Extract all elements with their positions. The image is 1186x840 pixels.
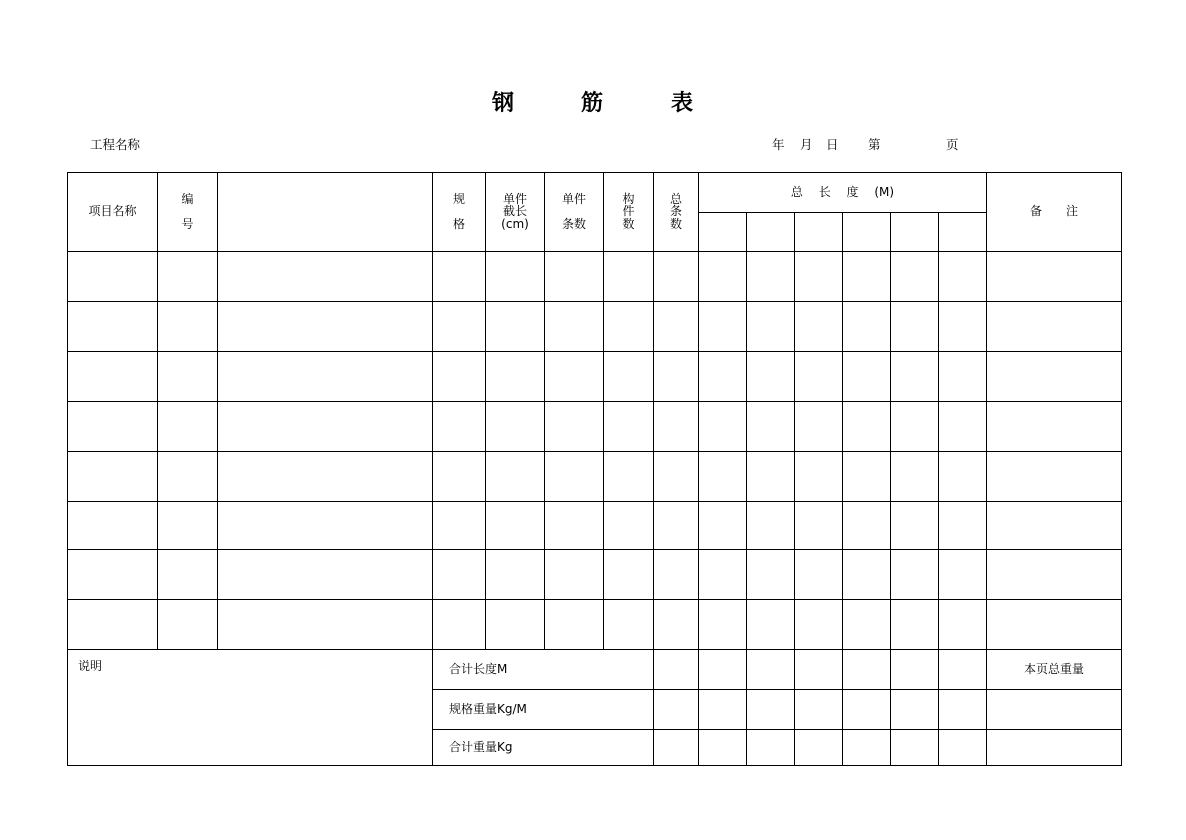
table-row [68,352,1122,402]
year-label: 年 [772,137,785,152]
table-cell[interactable] [158,252,218,302]
table-cell[interactable] [987,600,1122,650]
table-cell[interactable] [747,252,795,302]
length-subcell [795,213,843,252]
page-prefix-label: 第 [868,137,881,152]
table-cell[interactable] [545,252,604,302]
length-subcell [747,213,795,252]
table-cell[interactable] [795,502,843,550]
table-cell[interactable] [218,452,433,502]
table-cell[interactable] [433,252,486,302]
table-cell[interactable] [158,302,218,352]
footer-cell [747,650,795,690]
footer-cell [843,730,891,766]
footer-cell [891,690,939,730]
table-cell[interactable] [604,452,654,502]
table-cell[interactable] [699,452,747,502]
footer-cell [795,730,843,766]
table-cell[interactable] [699,550,747,600]
header-row [68,173,1122,213]
table-cell[interactable] [433,600,486,650]
table-cell[interactable] [654,452,699,502]
table-cell[interactable] [891,252,939,302]
header-total-count: 总 条 数 [654,173,699,252]
sum-length-label: 合计长度M [433,650,654,690]
title-char-3: 表 [671,91,694,116]
table-cell[interactable] [891,550,939,600]
table-cell[interactable] [987,550,1122,600]
table-cell[interactable] [158,452,218,502]
footer-cell [939,730,987,766]
table-cell[interactable] [843,550,891,600]
table-cell[interactable] [433,550,486,600]
table-cell[interactable] [218,402,433,452]
footer-cell [891,650,939,690]
table-cell[interactable] [843,600,891,650]
footer-cell [939,650,987,690]
table-cell[interactable] [545,550,604,600]
table-cell[interactable] [68,402,158,452]
table-row [68,550,1122,600]
table-row [68,600,1122,650]
table-cell[interactable] [604,550,654,600]
table-cell[interactable] [939,252,987,302]
table-cell[interactable] [545,600,604,650]
title-char-2: 筋 [581,91,604,116]
table-cell[interactable] [486,452,545,502]
header-unit-cut-length: 单件 截长 (cm) [486,173,545,252]
table-cell[interactable] [795,252,843,302]
table-cell[interactable] [654,502,699,550]
table-cell[interactable] [939,302,987,352]
table-cell[interactable] [218,502,433,550]
table-cell[interactable] [891,452,939,502]
table-cell[interactable] [747,302,795,352]
header-unit-count: 单件 条数 [545,173,604,252]
table-cell[interactable] [891,302,939,352]
table-cell[interactable] [699,502,747,550]
table-cell[interactable] [486,402,545,452]
table-cell[interactable] [654,302,699,352]
header-member-count: 构 件 数 [604,173,654,252]
table-cell[interactable] [604,252,654,302]
table-cell[interactable] [795,452,843,502]
table-cell[interactable] [486,252,545,302]
table-cell[interactable] [699,302,747,352]
table-cell[interactable] [545,502,604,550]
table-cell[interactable] [218,302,433,352]
table-cell[interactable] [939,600,987,650]
page-suffix-label: 页 [946,137,959,152]
footer-cell [843,650,891,690]
footer-cell [891,730,939,766]
table-cell[interactable] [891,502,939,550]
table-cell[interactable] [843,252,891,302]
table-row [68,402,1122,452]
table-cell[interactable] [486,600,545,650]
table-cell[interactable] [654,352,699,402]
header-blank [218,173,433,252]
footer-cell [654,730,699,766]
data-rows [68,252,1122,650]
page-total-weight-label: 本页总重量 [987,650,1122,690]
header-total-length: 总 长 度 (M) [699,173,987,213]
footer-cell [747,690,795,730]
table-cell[interactable] [486,352,545,402]
table-cell[interactable] [545,302,604,352]
table-cell[interactable] [604,502,654,550]
footer-cell [654,650,699,690]
table-cell[interactable] [218,600,433,650]
table-cell[interactable] [158,600,218,650]
table-cell[interactable] [433,402,486,452]
table-cell[interactable] [795,402,843,452]
table-cell[interactable] [891,352,939,402]
day-label: 日 [826,137,839,152]
footer-cell [699,690,747,730]
table-cell[interactable] [843,502,891,550]
table-cell[interactable] [433,452,486,502]
table-cell[interactable] [604,302,654,352]
table-cell[interactable] [654,550,699,600]
table-cell[interactable] [747,600,795,650]
table-cell[interactable] [747,502,795,550]
footer-cell [987,730,1122,766]
table-cell[interactable] [654,252,699,302]
table-cell[interactable] [433,502,486,550]
table-cell[interactable] [68,600,158,650]
title-char-1: 钢 [492,91,515,116]
project-name-label: 工程名称 [90,137,141,152]
footer-row-sum-length [68,650,1122,690]
header-remarks: 备 注 [987,173,1122,252]
sum-weight-label: 合计重量Kg [433,730,654,766]
table-cell[interactable] [158,402,218,452]
table-cell[interactable] [68,252,158,302]
length-subcell [843,213,891,252]
table-cell[interactable] [68,452,158,502]
month-label: 月 [800,137,813,152]
table-cell[interactable] [699,402,747,452]
footer-cell [795,690,843,730]
table-cell[interactable] [699,352,747,402]
table-cell[interactable] [654,402,699,452]
table-cell[interactable] [68,502,158,550]
table-cell[interactable] [604,600,654,650]
table-cell[interactable] [843,302,891,352]
table-cell[interactable] [795,550,843,600]
rebar-table [67,172,1122,766]
table-cell[interactable] [486,550,545,600]
table-cell[interactable] [654,600,699,650]
footer-cell [699,730,747,766]
table-cell[interactable] [987,452,1122,502]
table-cell[interactable] [158,502,218,550]
footer-cell [699,650,747,690]
table-row [68,452,1122,502]
table-cell[interactable] [699,600,747,650]
table-cell[interactable] [604,402,654,452]
table-cell[interactable] [747,402,795,452]
table-cell[interactable] [218,550,433,600]
table-cell[interactable] [433,302,486,352]
table-cell[interactable] [218,352,433,402]
table-cell[interactable] [747,452,795,502]
table-row [68,252,1122,302]
table-cell[interactable] [604,352,654,402]
table-cell[interactable] [987,502,1122,550]
table-cell[interactable] [987,252,1122,302]
table-cell[interactable] [987,402,1122,452]
notes-label: 说明 [78,659,103,673]
table-cell[interactable] [939,452,987,502]
header-item-name: 项目名称 [68,173,158,252]
table-cell[interactable] [843,402,891,452]
spec-weight-label: 规格重量Kg/M [433,690,654,730]
table-row [68,502,1122,550]
footer-cell [939,690,987,730]
table-cell[interactable] [68,302,158,352]
table-cell[interactable] [545,402,604,452]
table-cell[interactable] [699,252,747,302]
table-cell[interactable] [987,352,1122,402]
table-cell[interactable] [218,252,433,302]
footer-cell [747,730,795,766]
table-cell[interactable] [843,352,891,402]
table-cell[interactable] [433,352,486,402]
table-cell[interactable] [795,302,843,352]
table-cell[interactable] [843,452,891,502]
table-cell[interactable] [158,352,218,402]
page-total-weight-value [987,690,1122,730]
length-subcell [939,213,987,252]
table-row [68,302,1122,352]
table-cell[interactable] [939,502,987,550]
table-cell[interactable] [939,402,987,452]
table-title [0,86,1186,118]
footer-cell [843,690,891,730]
table-cell[interactable] [158,550,218,600]
table-cell[interactable] [545,352,604,402]
length-subcell [699,213,747,252]
table-cell[interactable] [939,550,987,600]
table-cell[interactable] [891,600,939,650]
table-cell[interactable] [795,600,843,650]
table-cell[interactable] [987,302,1122,352]
table-cell[interactable] [68,550,158,600]
table-cell[interactable] [747,352,795,402]
table-cell[interactable] [747,550,795,600]
table-cell[interactable] [545,452,604,502]
table-cell[interactable] [68,352,158,402]
length-subcell [891,213,939,252]
table-cell[interactable] [486,502,545,550]
footer-cell [795,650,843,690]
header-number: 编 号 [158,173,218,252]
footer-cell [654,690,699,730]
table-cell[interactable] [891,402,939,452]
table-cell[interactable] [486,302,545,352]
table-cell[interactable] [795,352,843,402]
table-cell[interactable] [939,352,987,402]
notes-cell [68,650,433,766]
header-spec: 规 格 [433,173,486,252]
